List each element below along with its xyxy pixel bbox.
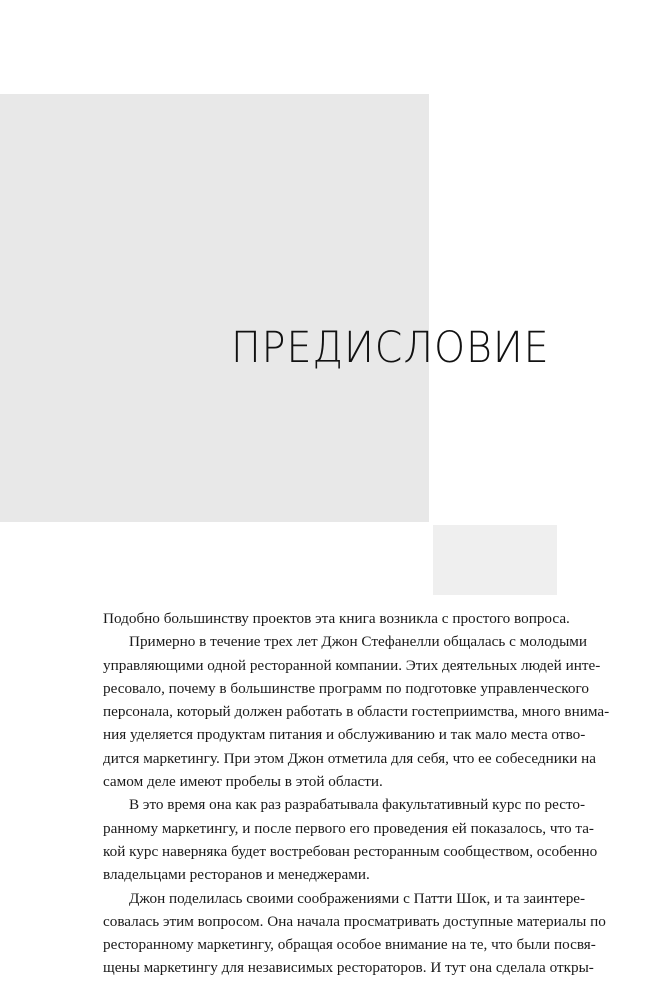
text-line: Подобно большинству проектов эта книга возникла с простого вопроса. xyxy=(103,610,570,627)
text-line: Примерно в течение трех лет Джон Стефанелли общалась с молодыми xyxy=(129,633,588,651)
text-line: совалась этим вопросом. Она начала просматривать доступные материалы по xyxy=(103,912,606,930)
chapter-title: ПРЕДИСЛОВИЕ xyxy=(231,323,550,373)
text-line: щены маркетингу для независимых рестораторов. И тут она сделала откры- xyxy=(103,959,594,977)
decorative-gray-square xyxy=(433,525,557,595)
text-line: ния уделяется продуктам питания и обслуживанию и так мало места отво- xyxy=(103,726,586,744)
text-line: дится маркетингу. При этом Джон отметила для себя, что ее собеседники на xyxy=(103,749,597,767)
body-text xyxy=(103,607,610,980)
text-line: персонала, который должен работать в области гостеприимства, много внима- xyxy=(103,703,610,721)
text-line: В это время она как раз разрабатывала факультативный курс по ресто- xyxy=(129,796,586,814)
text-line: владельцами ресторанов и менеджерами. xyxy=(103,866,370,884)
text-line: самом деле имеют пробелы в этой области. xyxy=(103,773,383,791)
text-line: кой курс наверняка будет востребован ресторанным сообществом, особенно xyxy=(103,842,598,860)
text-line: ресовало, почему в большинстве программ по подготовке управленческого xyxy=(103,679,589,697)
text-line: ранному маркетингу, и после первого его проведения ей показалось, что та- xyxy=(103,819,594,837)
text-line: Джон поделилась своими соображениями с Патти Шок, и та заинтере- xyxy=(129,889,586,907)
decorative-gray-block xyxy=(0,94,429,522)
text-line: управляющими одной ресторанной компании. Этих деятельных людей инте- xyxy=(103,656,601,674)
text-line: ресторанному маркетингу, обращая особое внимание на те, что были посвя- xyxy=(103,936,596,954)
